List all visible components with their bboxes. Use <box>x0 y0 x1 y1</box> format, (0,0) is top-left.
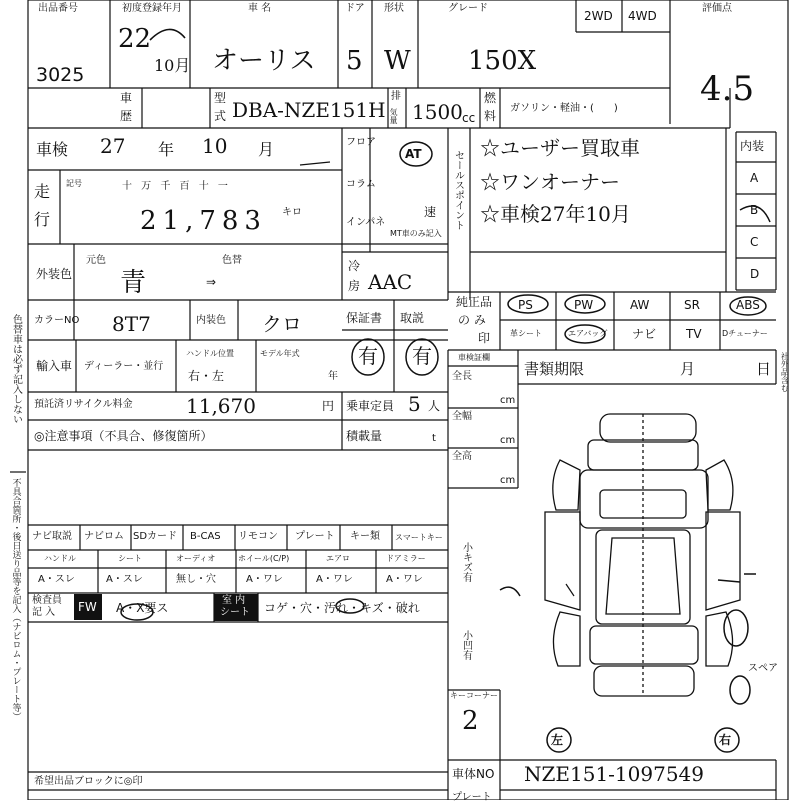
fuel-label-2: 料 <box>484 109 497 123</box>
color-code-label: カラーNO <box>34 315 80 326</box>
mileage-label-1: 走 <box>34 182 51 201</box>
grade: 150X <box>468 46 537 76</box>
notes-label: ◎注意事項（不具合、修復箇所） <box>34 429 213 443</box>
cond-head-handle: ハンドル <box>44 554 76 563</box>
cond-value-seat: A・スレ <box>106 574 143 585</box>
handle-label: ハンドル位置 <box>186 349 234 358</box>
history-label-1: 車 <box>120 91 133 105</box>
shift-speed: 速 <box>424 205 437 219</box>
color-arrow: ⇒ <box>206 275 217 289</box>
room-options: コゲ・穴・汚れ・キズ・破れ <box>264 601 420 615</box>
displacement-label-2: 気量 <box>389 108 398 124</box>
equip-tv: TV <box>686 327 702 341</box>
doors: 5 <box>346 46 363 76</box>
room-label-2: シート <box>220 607 250 618</box>
import-options: ディーラー・並行 <box>84 361 164 372</box>
cond-value-handle: A・スレ <box>38 574 75 585</box>
room-label-1: 室 内 <box>222 595 246 606</box>
equip-navi: ナビ <box>632 327 657 341</box>
acc-keys: キー類 <box>350 531 380 542</box>
original-color-label: 元色 <box>86 255 106 266</box>
ac-value: AAC <box>368 270 413 294</box>
cond-value-mirror: A・ワレ <box>386 574 423 585</box>
room-badge <box>214 594 258 621</box>
inspection-label: 車検 <box>36 140 69 159</box>
sales-point-2: ☆ワンオーナー <box>480 170 620 194</box>
interior-grade-d: D <box>750 267 760 281</box>
equip-aw: AW <box>630 298 650 312</box>
dims-height-unit: cm <box>500 475 516 486</box>
ac-label-2: 房 <box>348 279 361 293</box>
drive-4wd: 4WD <box>628 9 657 23</box>
cond-head-mirror: ドアミラー <box>386 554 426 563</box>
fw-text: FW <box>78 600 97 614</box>
acc-sd-card: SDカード <box>133 531 178 542</box>
acc-bcas: B-CAS <box>190 531 221 542</box>
fw-value: A・X要ス <box>116 601 169 615</box>
interior-color-value: クロ <box>262 312 302 336</box>
import-label: 輸入車 <box>36 359 73 373</box>
equip-ps: PS <box>518 298 533 312</box>
chassis-label: 車体NO <box>452 767 495 781</box>
lot-no: 3025 <box>36 64 85 86</box>
first-reg-label: 初度登録年月 <box>122 3 182 14</box>
shape: W <box>384 46 411 76</box>
cond-head-seat: シート <box>118 554 142 563</box>
docs-month: 月 <box>680 360 696 378</box>
capacity-unit: 人 <box>428 399 441 413</box>
sales-point-3: ☆車検27年10月 <box>480 202 631 226</box>
sales-point-1: ☆ユーザー買取車 <box>480 136 640 160</box>
original-color-value: 青 <box>120 268 147 298</box>
left-label: 左 <box>551 733 564 747</box>
cond-value-wheel: A・ワレ <box>246 574 283 585</box>
side-note-left-2: 不具合箇所・後日送り品等を記入（ナビロム・プレート等） <box>10 478 21 721</box>
genuine-label-1: 純正品 <box>456 295 493 309</box>
key-corner-label: キーコーナー <box>450 691 498 700</box>
interior-color-label: 内装色 <box>196 315 226 326</box>
dims-width: 全幅 <box>452 411 472 422</box>
small-dent-label: 小凹有 <box>460 630 472 660</box>
inspector-label-1: 検査員 <box>32 595 62 606</box>
side-note-right: 社外品含む <box>780 352 790 392</box>
manual-label: 取説 <box>400 311 425 325</box>
score-label: 評価点 <box>702 3 732 14</box>
manual-value: 有 <box>412 344 432 368</box>
key-corner-value: 2 <box>462 706 479 736</box>
grade-label: グレード <box>448 3 488 14</box>
mileage-value: 21,783 <box>140 206 267 236</box>
shift-inpanel: インパネ <box>346 217 386 228</box>
chassis-value: NZE151-1097549 <box>524 762 704 786</box>
exterior-color-label: 外装色 <box>36 267 73 281</box>
acc-remote: リモコン <box>238 531 278 542</box>
docs-label: 書類期限 <box>524 360 585 378</box>
capacity-label: 乗車定員 <box>346 399 395 413</box>
capacity-value: 5 <box>408 392 421 416</box>
car-name-label: 車 名 <box>248 3 272 14</box>
equip-sr: SR <box>684 298 700 312</box>
displacement-unit: cc <box>462 111 476 125</box>
first-reg-year: 22 <box>118 24 152 54</box>
mileage-note-label: 記号 <box>66 179 82 188</box>
displacement-label-1: 排 <box>391 91 401 102</box>
dims-height: 全高 <box>452 451 472 462</box>
warranty-label: 保証書 <box>346 311 383 325</box>
dims-length: 全長 <box>452 371 472 382</box>
model-year-label: モデル年式 <box>260 349 300 358</box>
ac-label-1: 冷 <box>348 259 361 273</box>
inspection-year: 27 <box>100 134 126 158</box>
fuel-options: ガソリン・軽油・( ) <box>510 103 618 114</box>
sales-points-label: セールスポイント <box>452 150 464 230</box>
interior-grade-b: B <box>750 203 759 217</box>
load-unit: t <box>432 433 436 444</box>
interior-label: 内装 <box>740 139 765 153</box>
shape-label: 形状 <box>384 3 404 14</box>
car-name: オーリス <box>212 46 316 76</box>
load-label: 積載量 <box>346 429 383 443</box>
cond-value-audio: 無し・穴 <box>176 574 216 585</box>
model-label-2: 式 <box>214 109 227 123</box>
acc-navi-manual: ナビ取説 <box>32 531 72 542</box>
car-diagram <box>500 414 756 696</box>
equip-dtuner: Dチューナー <box>722 329 768 338</box>
shift-floor: フロア <box>346 137 376 148</box>
first-reg-month: 10月 <box>154 56 191 75</box>
shift-at: AT <box>405 147 422 161</box>
plate-label: プレート <box>452 792 492 803</box>
drive-2wd: 2WD <box>584 9 613 23</box>
inspection-month-unit: 月 <box>258 140 275 159</box>
recycle-unit: 円 <box>322 399 335 413</box>
cond-head-aero: エアロ <box>326 554 350 563</box>
shift-mt-note: MT車のみ記入 <box>390 229 442 238</box>
small-scratch-label: 小キズ有 <box>460 542 472 582</box>
color-code-value: 8T7 <box>112 312 151 336</box>
inspection-month: 10 <box>202 134 228 158</box>
handle-value: 右・左 <box>188 369 225 383</box>
cond-head-audio: オーディオ <box>176 554 216 563</box>
genuine-label-3: 印 <box>478 331 491 345</box>
history-label-2: 歴 <box>120 109 133 123</box>
recycle-label: 預託済リサイクル料金 <box>34 399 133 410</box>
fuel-label-1: 燃 <box>484 91 497 105</box>
spare-label: スペア <box>748 663 778 674</box>
acc-plate: プレート <box>295 531 335 542</box>
fw-badge <box>74 594 102 620</box>
inspection-year-unit: 年 <box>158 140 175 159</box>
cond-value-aero: A・ワレ <box>316 574 353 585</box>
dims-width-unit: cm <box>500 435 516 446</box>
lot-no-label: 出品番号 <box>38 3 78 14</box>
model-label-1: 型 <box>214 91 227 105</box>
model: DBA-NZE151H <box>232 98 386 122</box>
equip-airbag: エアバッグ <box>568 329 608 338</box>
block-label: 希望出品ブロックに◎印 <box>34 776 143 787</box>
shift-column: コラム <box>346 179 376 190</box>
model-year-unit: 年 <box>328 371 338 382</box>
recycle-value: 11,670 <box>186 394 256 418</box>
equip-abs: ABS <box>736 298 760 312</box>
equip-leather: 革シート <box>510 329 542 338</box>
interior-grade-a: A <box>750 171 759 185</box>
inspector-label-2: 記 入 <box>32 607 56 618</box>
changed-color-label: 色替 <box>222 255 242 266</box>
mileage-digits-header: 十 万 千 百 十 一 <box>122 181 231 192</box>
dims-length-unit: cm <box>500 395 516 406</box>
score: 4.5 <box>700 69 755 109</box>
warranty-value: 有 <box>358 344 378 368</box>
right-label: 右 <box>719 733 732 747</box>
interior-grade-c: C <box>750 235 759 249</box>
dims-header: 車検証欄 <box>458 353 490 362</box>
acc-navi-rom: ナビロム <box>84 531 124 542</box>
equip-pw: PW <box>574 298 594 312</box>
displacement: 1500 <box>412 100 463 124</box>
acc-smart-key: スマートキー <box>395 533 443 542</box>
mileage-unit: キロ <box>282 207 302 218</box>
mileage-label-2: 行 <box>34 210 51 229</box>
cond-head-wheel: ホイール(C/P) <box>238 554 290 563</box>
genuine-label-2: の み <box>458 313 486 327</box>
docs-day: 日 <box>756 360 772 378</box>
doors-label: ドア <box>345 3 365 14</box>
side-note-left-1: 色替車は必ず記入しない <box>10 314 22 424</box>
